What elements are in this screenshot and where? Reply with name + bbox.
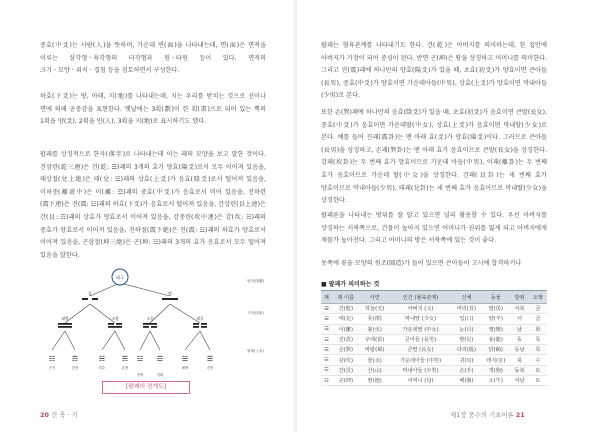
table-cell: 막내딸 (少女): [389, 314, 452, 324]
side-labels: [247, 278, 265, 353]
table-cell: 목: [529, 345, 547, 355]
table-row: [321, 304, 547, 314]
table-cell: 막내아들 (少男): [389, 365, 452, 375]
trigram-meaning-table: [321, 290, 547, 386]
table-cell: 태(兌): [332, 314, 360, 324]
table-title: [321, 279, 547, 289]
yang-bar: [162, 298, 178, 300]
table-row: [321, 376, 547, 386]
col-header-gua: 괘: [321, 291, 332, 304]
table-cell: 간(艮): [332, 365, 360, 375]
trigram-gam: ☵: [98, 355, 106, 363]
col-header-nature: 사연: [360, 291, 389, 304]
col-header-direction: 방위: [510, 291, 528, 304]
table-cell: 서: [510, 314, 528, 324]
col-header-family: 인간 (혈육관계): [389, 291, 452, 304]
table-cell: 금: [529, 304, 547, 314]
node-taeyang: 태양: [61, 316, 69, 321]
node-soyang: 소양: [111, 316, 119, 321]
trigram-li: ☲: [156, 355, 164, 363]
root-label: 태극: [115, 275, 125, 280]
table-cell: 수: [529, 355, 547, 365]
right-footer: [450, 410, 525, 419]
col-header-animal: 동물: [481, 291, 510, 304]
table-cell: ☷: [321, 376, 332, 386]
table-header-row: [321, 291, 547, 304]
label-jinroe: 진뢰: [136, 373, 144, 377]
table-cell: 서남: [510, 376, 528, 386]
yin-bar-left: [82, 298, 88, 300]
diagram-connectors: [52, 283, 210, 350]
table-cell: 다리(股): [452, 345, 481, 355]
label-taetaek: 태택: [181, 366, 189, 370]
table-cell: 곤(坤): [332, 376, 360, 386]
node-yang: 양: [167, 291, 173, 296]
table-cell: ☵: [321, 355, 332, 365]
table-cell: 땅(地): [360, 376, 389, 386]
col-header-body: 신체: [452, 291, 481, 304]
table-row: [321, 314, 547, 324]
table-cell: 동: [510, 334, 528, 344]
table-cell: 눈(目): [452, 324, 481, 334]
trigram-geon: ☰: [206, 355, 214, 363]
left-footer: [40, 410, 78, 419]
table-row: [321, 324, 547, 334]
table-cell: 아버지 (父): [389, 304, 452, 314]
table-cell: 손(手): [452, 365, 481, 375]
table-title-marker: ■: [321, 281, 329, 288]
trigram-tae: ☱: [181, 355, 189, 363]
table-cell: 산(山): [360, 365, 389, 375]
table-cell: 목: [529, 334, 547, 344]
eight-trigram-diagram: [40, 268, 266, 383]
trigram-gan: ☶: [71, 355, 79, 363]
trigram-kun: ☷: [48, 355, 56, 363]
label-ihwa: 이화: [156, 373, 164, 377]
table-cell: ☶: [321, 365, 332, 375]
table-row: [321, 345, 547, 355]
left-paragraph-3: 팔괘를 상징적으로 한자(漢字)로 나타내는데 이는 괘의 모양을 보고 말한 것이다. 건삼련(乾三連)은 건(乾: ☰)괘의 3개의 효가 양효(陽爻)로서 모두 이어져 있음을, 태상절(兌上絶)은 태(兌: ☱)괘의 상효(上爻)가 음효(陰爻)로서 떨어져 있음을, 이허중(離虛中)은 이(離: ☲)괘의 중효(中爻)가 음효로서 비어 있음을, 진하련(震下連)은 진(震: ☳)괘의 하효(下爻)가 음효로서 떨어져 있음을, 간상련(艮上連)은 간(艮: ☶)괘의 상효가 양효로서 이어져 있음을, 감중련(坎中連)은 감(坎: ☵)괘의 중효가 양효로서 이어져 있음을, 진하절(震下絶)은 진(震: ☳)괘의 하효가 양효로서 이어져 있음을, 곤삼절(坤三絶)은 곤(坤: ☷)괘의 3개의 효가 음효로서 모두 떨어져 있음을 말한다.: [40, 151, 266, 259]
table-cell: 감(坎): [332, 355, 360, 365]
table-cell: 머리(首): [452, 304, 481, 314]
table-cell: 동북: [510, 365, 528, 375]
right-running-title: 제1장 풍수의 기초이론: [450, 411, 514, 419]
col-header-name: 괘 이름: [332, 291, 360, 304]
level3-labels: [49, 365, 214, 377]
table-cell: ☱: [321, 314, 332, 324]
table-cell: 하늘(天): [360, 304, 389, 314]
table-cell: 진(震): [332, 334, 360, 344]
table-cell: 건(乾): [332, 304, 360, 314]
col-header-element: 오행: [529, 291, 547, 304]
table-cell: 말(馬): [481, 304, 510, 314]
table-title-text: 팔괘가 의미하는 것: [328, 281, 380, 288]
side-label-sasang: 사상(四象): [247, 311, 264, 315]
table-cell: 용(龍): [481, 334, 510, 344]
table-cell: ☳: [321, 334, 332, 344]
left-paragraph-2: 하효(下爻)는 땅, 아래, 지(地)를 나타내는데, 지는 우리를 받치는 것으로 선이나 면에 의해 공중감을 표현한다. 옛날에는 3획(劃)이 한 획(畫)으로 되어 있는 뿍의 1획을 양(爻), 2획을 인(人), 3획을 지(地)로 표시하기도 했다.: [40, 93, 266, 126]
table-cell: 불(火): [360, 324, 389, 334]
table-cell: 배(腹): [452, 376, 481, 386]
level3-trigram-symbols: [49, 355, 213, 363]
right-paragraph-2: 또한 손(巽)괘에 하나만의 음효(陰爻)가 있을 때, 초효(初爻)가 음효이면 큰딸(長女), 중효(中爻)가 음효이면 가운데딸(中女), 상효(上爻)가 음효이면 막내딸(少女)로 본다. 예를 들어 진괘(震卦)는 맨 아래 효(爻)가 양효(陽爻)이다. 그러므로 큰아들(長男)을 상징하고, 손괘(巽卦)는 맨 아래 효가 음효이므로 큰딸(長女)을 상징한다. 감괘(坎卦)는 두 번째 효가 양효이므로 가운데 아들(中男), 이괘(離卦)는 두 번째 효가 음효이므로 가운데 딸(中女)을 상징한다. 간괘(艮卦)는 세 번째 효가 양효이므로 막내아들(少男), 태괘(兌卦)는 세 번째 효가 음효이므로 막내딸(少女)을 상징한다.: [321, 109, 547, 205]
level1-nodes: [82, 290, 178, 300]
table-cell: 화: [529, 324, 547, 334]
table-cell: 큰아들 (長男): [389, 334, 452, 344]
trigram-son: ☴: [121, 355, 129, 363]
table-cell: ☲: [321, 324, 332, 334]
table-cell: 바람(風): [360, 345, 389, 355]
node-yin: 음: [87, 291, 93, 296]
right-paragraph-4: 동쪽에 꽂을 모양의 원조(圓造)가 들어 있으면 큰아들이 고시에 합격하거나: [321, 260, 522, 267]
label-geoncheon: 건천: [206, 366, 214, 370]
table-cell: 동남: [510, 345, 528, 355]
table-cell: 서북: [510, 304, 528, 314]
table-cell: ☴: [321, 345, 332, 355]
diagram-caption: [팔괘의 전개도]: [102, 381, 190, 394]
table-cell: 토: [529, 376, 547, 386]
table-cell: 금: [529, 314, 547, 324]
side-label-palgwae: 팔괘(八卦): [247, 349, 264, 353]
table-cell: 어머니 (母): [389, 376, 452, 386]
table-cell: 물(水): [360, 355, 389, 365]
label-sonpung: 손풍: [121, 366, 129, 370]
table-row: [321, 365, 547, 375]
table-cell: 손(巽): [332, 345, 360, 355]
right-paragraph-3: 팔괘론을 나타내는 방위를 잘 알고 있으면 널리 활용할 수 있다. 우선 아버지를 상징하는 서북쪽으로, 건물이 높아지 있으면 어머니가 권위를 잃게 되고 아버지에게 재물가 높아진다. 그리고 어머니의 방은 서북쪽에 있는 것이 좋다.: [321, 212, 547, 245]
label-gansan: 간산: [71, 366, 79, 370]
table-cell: 개(狗): [481, 365, 510, 375]
table-cell: 닭(鷄): [481, 345, 510, 355]
trigram-jin: ☳: [136, 355, 144, 363]
side-label-yangui: 양의(兩儀): [247, 279, 264, 283]
table-cell: 이(離): [332, 324, 360, 334]
left-page-number: 20: [40, 411, 49, 419]
table-cell: 북: [510, 355, 528, 365]
table-cell: 귀(耳): [452, 355, 481, 365]
table-cell: 돼지(豕): [481, 355, 510, 365]
table-cell: 가운데딸 (中女): [389, 324, 452, 334]
label-gonji: 곤지: [48, 366, 56, 370]
table-cell: ☰: [321, 304, 332, 314]
book-gutter: [294, 0, 297, 432]
table-cell: 발(足): [452, 334, 481, 344]
table-cell: 남: [510, 324, 528, 334]
label-gamsu: 감수: [98, 366, 106, 370]
node-soeum: 소음: [146, 316, 154, 321]
table-cell: 입(口): [452, 314, 481, 324]
table-cell: 못(澤): [360, 314, 389, 324]
left-running-title: 건 축 · 기: [50, 411, 78, 419]
table-cell: 우레(雷): [360, 334, 389, 344]
right-page-number: 21: [515, 411, 525, 419]
table-cell: 큰딸 (長女): [389, 345, 452, 355]
level2-nodes: [58, 316, 207, 328]
left-paragraph-1: 중효(中爻)는 사람(人)을 뜻하며, 가운데 면(面)을 나타내는데, 면(面)은 면적을 이루는 삼각형ㆍ육각형의 터각형과 원ㆍ타원 등이 있다. 면적의 크기ㆍ모양ㆍ위치ㆍ겹침 등을 검토하면서 구성한다.: [40, 42, 266, 75]
table-cell: 양(羊): [481, 314, 510, 324]
table-row: [321, 334, 547, 344]
table-cell: 토: [529, 365, 547, 375]
node-taeeum: 태음: [196, 316, 204, 321]
table-cell: 꿩(雉): [481, 324, 510, 334]
yin-bar-right: [92, 298, 98, 300]
table-cell: 가운데아들 (中男): [389, 355, 452, 365]
table-cell: 소(牛): [481, 376, 510, 386]
right-paragraph-1: 팔괘는 혈육관계를 나타내기도 한다. 건(乾)은 아버지를 의미하는데, 한 집안에 아버지가 가장이 되어 중심이 된다. 반면 곤(坤)은 땅을 상징하고 어머니를 의미한다. 그리고 진(震)괘에 하나만의 양효(陽爻)가 있을 때, 초효(初爻)가 양효이면 큰아들(長男), 중효(中爻)가 양효이면 가운데아들(中男), 상효(上爻)가 양효이면 막내아들(少男)로 본다.: [321, 42, 547, 100]
table-row: [321, 355, 547, 365]
